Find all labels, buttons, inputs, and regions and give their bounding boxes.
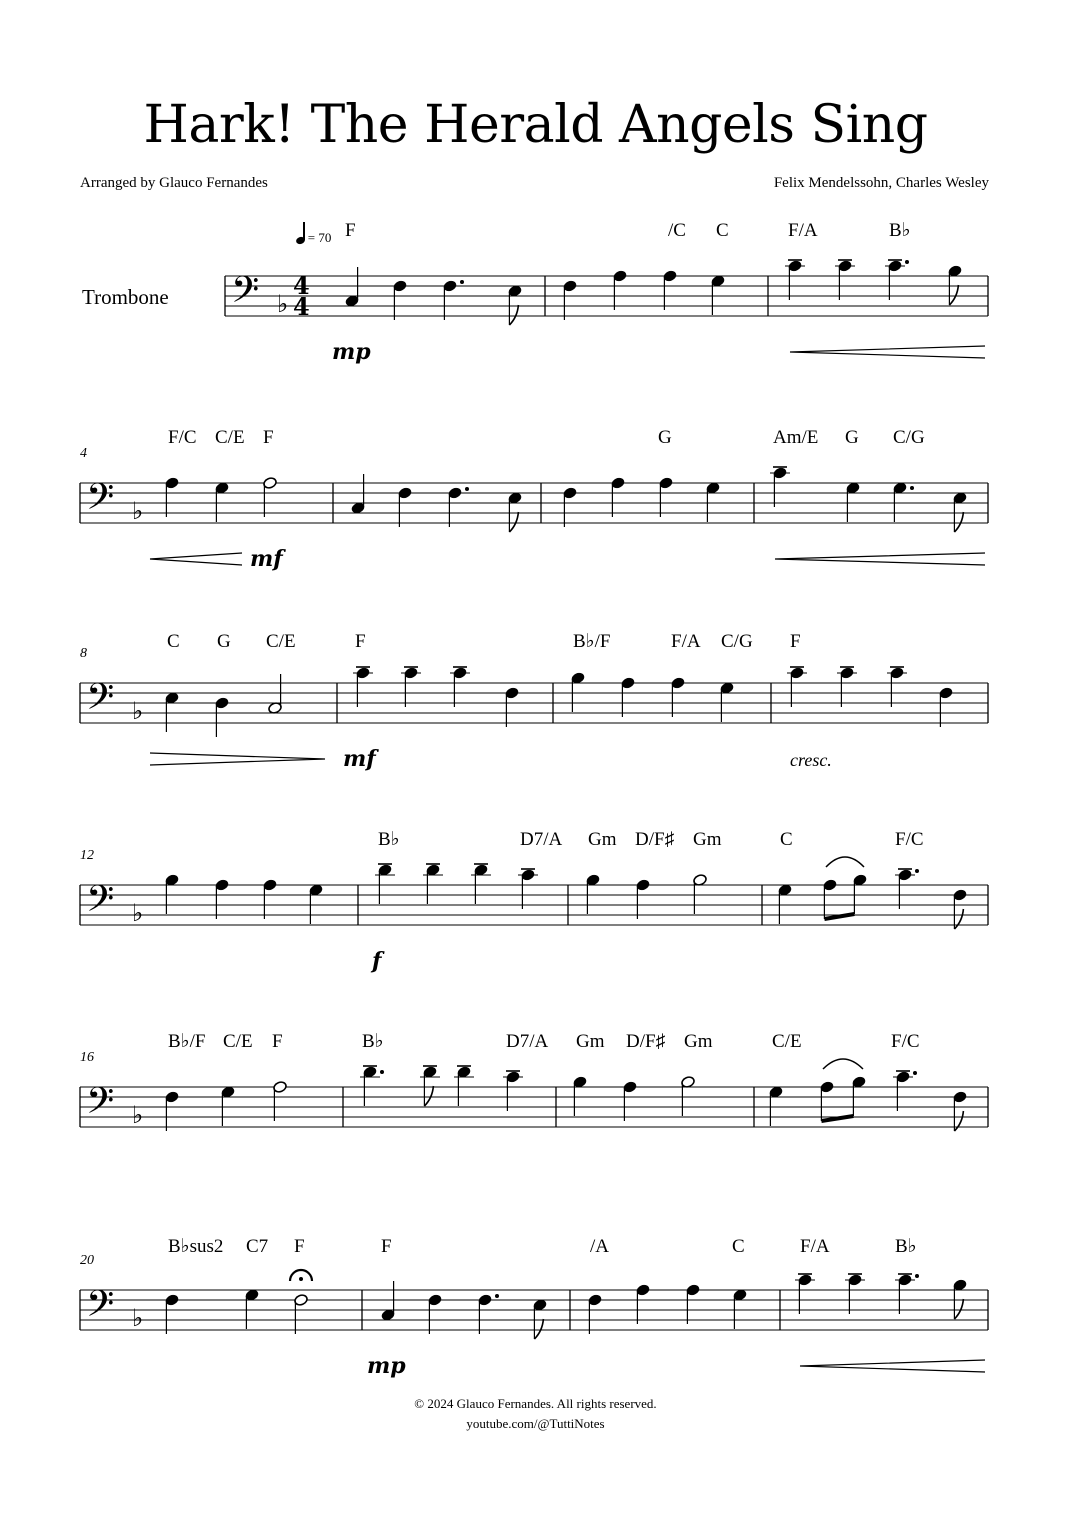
bass-clef-icon: 𝄢 [86,676,115,727]
flat-icon: ♭ [277,290,289,318]
slur [826,857,864,867]
fermata-dot [299,1277,303,1281]
chord-symbol: /C [668,220,686,241]
chord-symbol: Gm [576,1031,605,1052]
chord-symbol: C [716,220,729,241]
augmentation-dot [905,260,909,264]
measure-number: 12 [80,848,94,863]
flat-icon: ♭ [132,1101,144,1129]
chord-symbol: C/E [266,631,296,652]
chord-symbol: B♭ [378,829,400,850]
flag [954,1111,963,1131]
chord-symbol: F [381,1236,392,1257]
chord-symbol: F [263,427,274,448]
chord-symbol: F/C [891,1031,920,1052]
bass-clef-icon: 𝄢 [86,476,115,527]
dynamic-marking: f [372,948,382,974]
dynamic-marking: mf [343,746,376,772]
instrument-name: Trombone [82,285,169,309]
tempo-value: = 70 [307,230,332,245]
chord-symbol: D/F♯ [626,1031,666,1052]
staff-system [80,427,988,532]
page-title: Hark! The Herald Angels Sing [143,95,928,155]
chord-symbol: F/A [671,631,701,652]
flat-icon: ♭ [132,899,144,927]
composer-credit: Felix Mendelssohn, Charles Wesley [773,175,989,191]
bass-clef-icon: 𝄢 [86,1080,115,1131]
flag [424,1086,433,1106]
chord-symbol: C/E [223,1031,253,1052]
bass-clef-icon: 𝄢 [86,878,115,929]
time-signature-bottom: 4 [293,292,310,321]
chord-symbol: Gm [684,1031,713,1052]
chord-symbol: C/G [893,427,925,448]
channel-link: youtube.com/@TuttiNotes [466,1416,605,1431]
flag [949,285,958,305]
chord-symbol: C7 [246,1236,269,1257]
chord-symbol: C/G [721,631,753,652]
measure-number: 20 [80,1253,94,1268]
dynamic-marking: mf [250,546,283,572]
flag [509,305,518,325]
staff-system [80,1031,988,1131]
flag [954,1299,963,1319]
crescendo-hairpin [775,553,985,565]
flag [954,909,963,929]
dynamic-marking: mp [367,1353,406,1379]
chord-symbol: F/C [168,427,197,448]
chord-symbol: C/E [772,1031,802,1052]
flat-icon: ♭ [132,697,144,725]
augmentation-dot [460,280,464,284]
flat-icon: ♭ [132,1304,144,1332]
augmentation-dot [495,1294,499,1298]
chord-symbol: F [294,1236,305,1257]
flat-icon: ♭ [132,497,144,525]
measure-number: 16 [80,1050,94,1065]
chord-symbol: B♭ [895,1236,917,1257]
slur [823,1059,863,1069]
bass-clef-icon: 𝄢 [86,1283,115,1334]
chord-symbol: D7/A [520,829,563,850]
decrescendo-hairpin [150,753,325,765]
crescendo-text: cresc. [790,750,832,770]
chord-symbol: C/E [215,427,245,448]
flag [954,512,963,532]
augmentation-dot [913,1071,917,1075]
bass-clef-icon: 𝄢 [231,269,260,320]
chord-symbol: B♭/F [168,1031,206,1052]
augmentation-dot [465,487,469,491]
chord-symbol: G [845,427,859,448]
chord-symbol: F [272,1031,283,1052]
chord-symbol: F/A [800,1236,830,1257]
arranger-credit: Arranged by Glauco Fernandes [80,175,268,191]
chord-symbol: G [658,427,672,448]
chord-symbol: Gm [693,829,722,850]
staff-system [80,829,988,929]
chord-symbol: C [780,829,793,850]
staff-system [80,1236,988,1339]
chord-symbol: B♭sus2 [168,1236,224,1257]
chord-symbol: F/C [895,829,924,850]
augmentation-dot [915,869,919,873]
chord-symbol: C [732,1236,745,1257]
chord-symbol: C [167,631,180,652]
crescendo-hairpin [790,346,985,358]
chord-symbol: B♭ [362,1031,384,1052]
crescendo-hairpin [800,1360,985,1372]
chord-symbol: F [345,220,356,241]
dynamic-marking: mp [332,339,371,365]
flag [509,512,518,532]
chord-symbol: G [217,631,231,652]
chord-symbol: F [790,631,801,652]
chord-symbol: Am/E [773,427,819,448]
chord-symbol: /A [590,1236,609,1257]
chord-symbol: D/F♯ [635,829,675,850]
augmentation-dot [915,1274,919,1278]
time-signature-top: 4 [293,271,310,300]
staff-system [225,220,988,325]
augmentation-dot [910,486,914,490]
chord-symbol: F/A [788,220,818,241]
measure-number: 8 [80,646,87,661]
measure-number: 4 [80,446,87,461]
chord-symbol: B♭/F [573,631,611,652]
copyright-notice: © 2024 Glauco Fernandes. All rights reserved. [414,1396,657,1411]
flag [534,1319,543,1339]
augmentation-dot [380,1070,384,1074]
chord-symbol: F [355,631,366,652]
chord-symbol: D7/A [506,1031,549,1052]
crescendo-hairpin [150,553,242,565]
chord-symbol: Gm [588,829,617,850]
staff-system [80,631,988,737]
chord-symbol: B♭ [889,220,911,241]
